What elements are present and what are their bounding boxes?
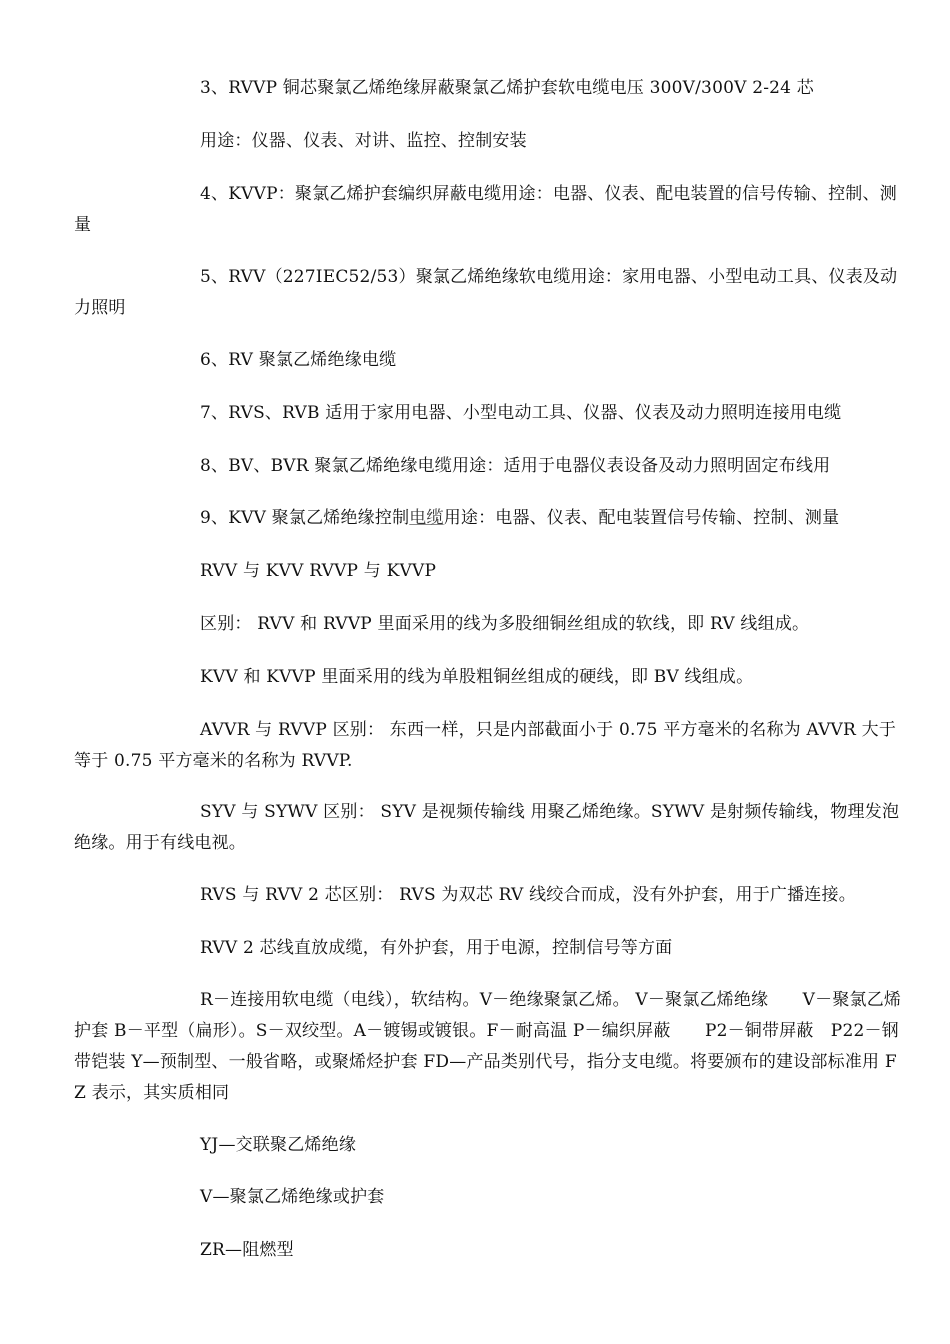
paragraph-17: YJ—交联聚乙烯绝缘 <box>200 1135 357 1155</box>
paragraph-15: RVV 2 芯线直放成缆，有外护套，用于电源，控制信号等方面 <box>200 938 673 958</box>
paragraph-5: 6、RV 聚氯乙烯绝缘电缆 <box>200 350 397 370</box>
paragraph-16: R－连接用软电缆（电线），软结构。V－绝缘聚氯乙烯。 V－聚氯乙烯绝缘 V－聚氯乙烯护套 B－平型（扁形）。S－双绞型。A－镀锡或镀银。F－耐高温 P－编织屏蔽 P2－铜带屏蔽 P22－钢带铠装 Y—预制型、一般省略，或聚烯烃护套 FD—产品类别代号，指分支电缆。将要颁布的建设部标准用 FZ 表示，其实质相同 <box>74 990 902 1103</box>
paragraph-13: SYV 与 SYWV 区别： SYV 是视频传输线 用聚乙烯绝缘。SYWV 是射频传输线，物理发泡绝缘。用于有线电视。 <box>74 802 900 853</box>
paragraph-9: RVV 与 KVV RVVP 与 KVVP <box>200 561 437 581</box>
paragraph-10: 区别： RVV 和 RVVP 里面采用的线为多股细铜丝组成的软线，即 RV 线组成。 <box>200 614 810 634</box>
paragraph-2: 用途：仪器、仪表、对讲、监控、控制安装 <box>200 131 527 151</box>
paragraph-4: 5、RVV（227IEC52/53）聚氯乙烯绝缘软电缆用途：家用电器、小型电动工具、仪表及动力照明 <box>74 267 898 318</box>
paragraph-18: V—聚氯乙烯绝缘或护套 <box>200 1187 385 1207</box>
paragraph-7: 8、BV、BVR 聚氯乙烯绝缘电缆用途：适用于电器仪表设备及动力照明固定布线用 <box>200 456 831 476</box>
paragraph-14: RVS 与 RVV 2 芯区别： RVS 为双芯 RV 线绞合而成，没有外护套，用于广播连接。 <box>200 885 856 905</box>
paragraph-12: AVVR 与 RVVP 区别： 东西一样，只是内部截面小于 0.75 平方毫米的名称为 AVVR 大于等于 0.75 平方毫米的名称为 RVVP. <box>74 720 897 771</box>
paragraph-8 <box>74 503 904 534</box>
paragraph-8-before: 9、KVV 聚氯乙烯绝缘控制 <box>200 508 410 528</box>
paragraph-8-after: 用途：电器、仪表、配电装置信号传输、控制、测量 <box>443 508 840 528</box>
paragraph-1: 3、RVVP 铜芯聚氯乙烯绝缘屏蔽聚氯乙烯护套软电缆电压 300V/300V 2-24 芯 <box>200 78 814 98</box>
cable-link[interactable]: 电缆 <box>409 508 444 528</box>
paragraph-19: ZR—阻燃型 <box>200 1240 294 1260</box>
paragraph-6: 7、RVS、RVB 适用于家用电器、小型电动工具、仪器、仪表及动力照明连接用电缆 <box>200 403 842 423</box>
paragraph-3: 4、KVVP：聚氯乙烯护套编织屏蔽电缆用途：电器、仪表、配电装置的信号传输、控制、测量 <box>74 184 897 235</box>
paragraph-11: KVV 和 KVVP 里面采用的线为单股粗铜丝组成的硬线，即 BV 线组成。 <box>200 667 754 687</box>
